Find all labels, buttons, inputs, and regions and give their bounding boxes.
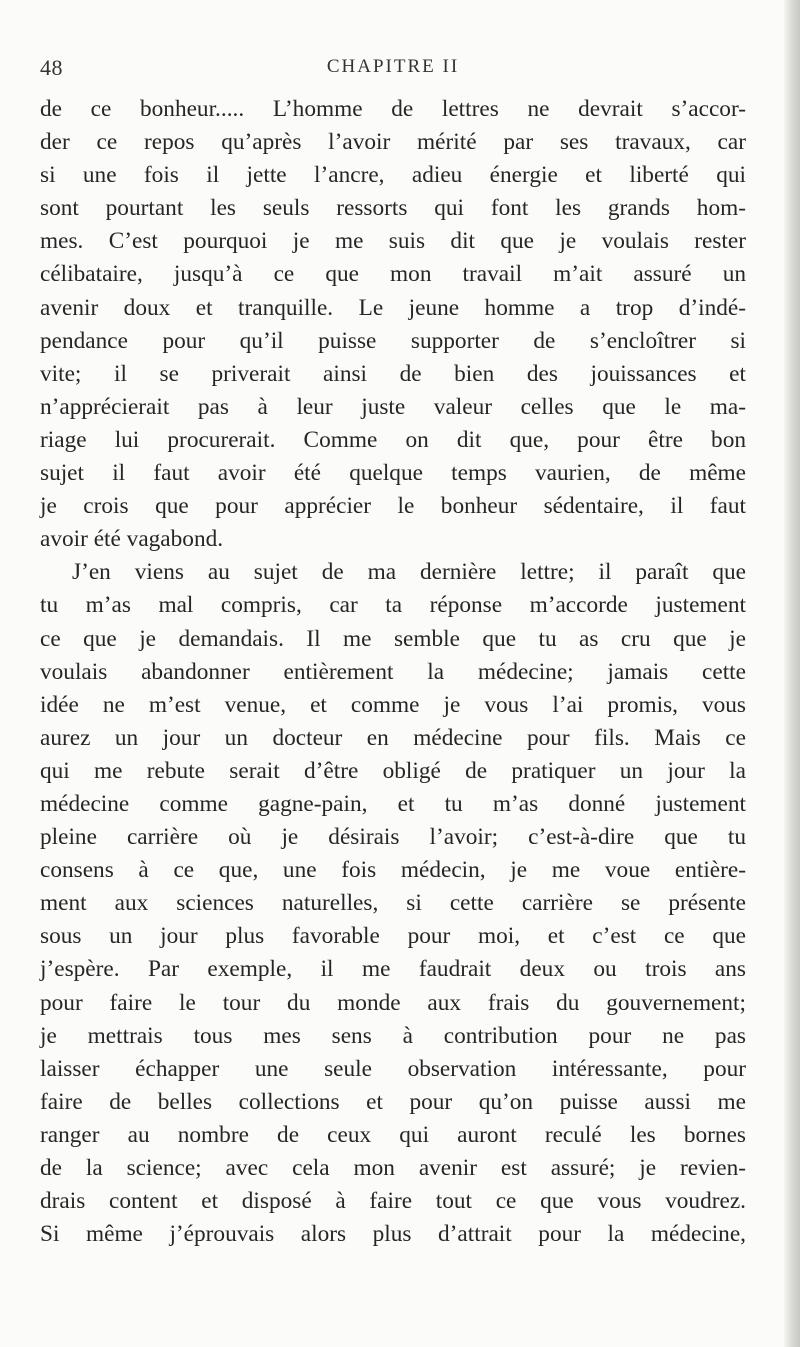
text-line: Si même j’éprouvais alors plus d’attrait pour la médecine, [40, 1221, 746, 1248]
text-line: tu m’as mal compris, car ta réponse m’accorde justement [40, 592, 746, 619]
text-line: laisser échapper une seule observation intéressante, pour [40, 1055, 746, 1082]
text-line: de ce bonheur..... L’homme de lettres ne devrait s’accor- [40, 96, 746, 122]
text-line: médecine comme gagne-pain, et tu m’as donné justement [40, 790, 746, 817]
chapter-title: CHAPITRE II [326, 56, 460, 77]
paragraph-first-line: J’en viens au sujet de ma dernière lettre; il paraît que [72, 559, 746, 586]
text-line: si une fois il jette l’ancre, adieu énergie et liberté qui [40, 162, 746, 189]
text-line: consens à ce que, une fois médecin, je me voue entière- [40, 857, 746, 884]
text-line: voulais abandonner entièrement la médecine; jamais cette [40, 658, 746, 685]
text-line: avenir doux et tranquille. Le jeune homme a trop d’indé- [40, 294, 746, 321]
text-line: pleine carrière où je désirais l’avoir; c’est-à-dire que tu [40, 824, 746, 851]
page-number: 48 [40, 55, 63, 80]
text-line: n’apprécierait pas à leur juste valeur celles que le ma- [40, 393, 746, 420]
text-line: je crois que pour apprécier le bonheur sédentaire, il faut [40, 493, 746, 520]
text-line: vite; il se priverait ainsi de bien des jouissances et [40, 360, 746, 387]
text-line: qui me rebute serait d’être obligé de pratiquer un jour la [40, 757, 746, 784]
text-line: ranger au nombre de ceux qui auront reculé les bornes [40, 1121, 746, 1148]
text-line: j’espère. Par exemple, il me faudrait deux ou trois ans [40, 956, 746, 983]
text-line: célibataire, jusqu’à ce que mon travail m’ait assuré un [40, 261, 746, 288]
text-line: faire de belles collections et pour qu’on puisse aussi me [40, 1088, 746, 1115]
text-line: pendance pour qu’il puisse supporter de s’encloîtrer si [40, 327, 746, 354]
text-line: de la science; avec cela mon avenir est assuré; je revien- [40, 1155, 746, 1181]
paragraph-end-line: avoir été vagabond. [40, 526, 224, 553]
text-line: ment aux sciences naturelles, si cette carrière se présente [40, 890, 746, 917]
text-line: idée ne m’est venue, et comme je vous l’ai promis, vous [40, 691, 746, 718]
text-line: sous un jour plus favorable pour moi, et c’est ce que [40, 923, 746, 950]
running-head [40, 55, 746, 87]
text-line: je mettrais tous mes sens à contribution pour ne pas [40, 1022, 746, 1049]
text-line: mes. C’est pourquoi je me suis dit que je voulais rester [40, 228, 746, 255]
text-line: der ce repos qu’après l’avoir mérité par ses travaux, car [40, 129, 746, 156]
text-line: pour faire le tour du monde aux frais du gouvernement; [40, 989, 746, 1016]
text-line: aurez un jour un docteur en médecine pour fils. Mais ce [40, 724, 746, 751]
text-line: riage lui procurerait. Comme on dit que, pour être bon [40, 426, 746, 453]
text-line: sont pourtant les seuls ressorts qui font les grands hom- [40, 195, 746, 222]
body-text [40, 93, 746, 1251]
page-binding-edge [784, 0, 800, 1347]
text-line: ce que je demandais. Il me semble que tu as cru que je [40, 625, 746, 652]
text-line: sujet il faut avoir été quelque temps vaurien, de même [40, 460, 746, 487]
text-line: drais content et disposé à faire tout ce que vous voudrez. [40, 1188, 746, 1215]
